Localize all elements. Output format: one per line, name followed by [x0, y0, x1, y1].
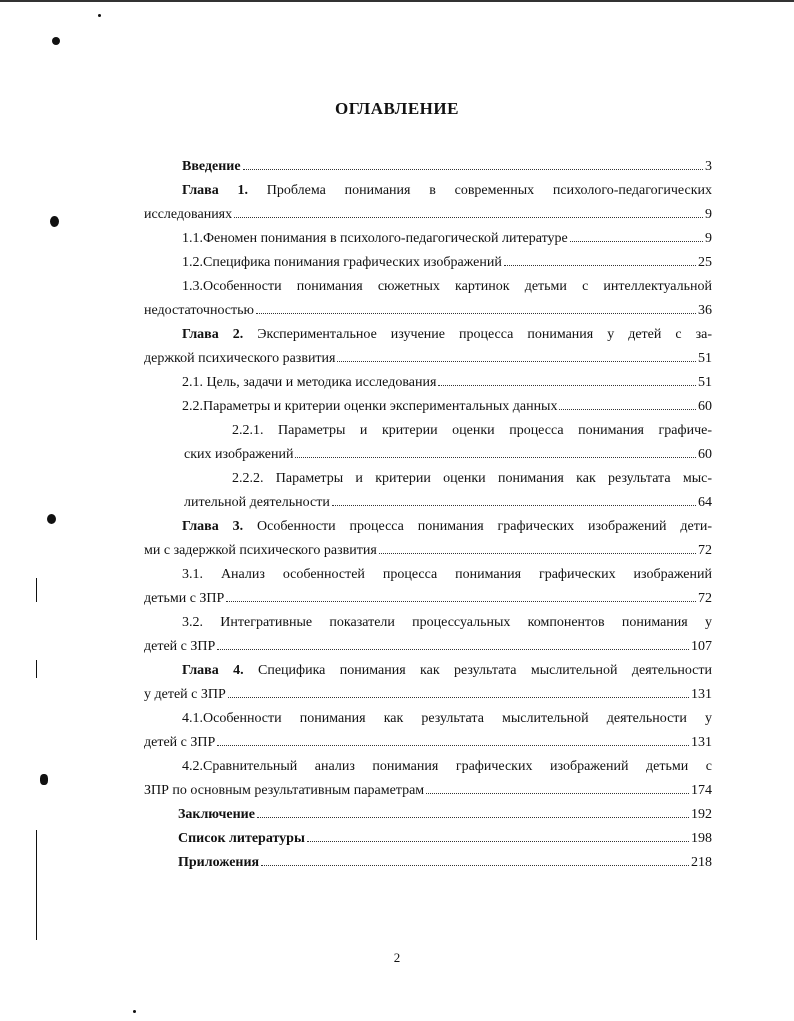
toc-entry-line [144, 587, 712, 611]
toc-entry-line [144, 851, 712, 875]
toc-entry [144, 395, 712, 419]
toc-entry-line [144, 635, 712, 659]
toc-entry-title: Экспериментальное изучение процесса понимания у детей с за- [243, 327, 712, 342]
toc-entry [144, 467, 712, 515]
toc-entry-title: 4.1.Особенности понимания как результата мыслительной деятельности у [182, 711, 712, 726]
toc-entry [144, 803, 712, 827]
leader-dots [234, 217, 703, 218]
toc-entry [144, 827, 712, 851]
toc-entry-title-continued: детей с ЗПР [144, 735, 216, 750]
toc-page-number: 107 [691, 639, 712, 654]
toc-entry-title: Особенности процесса понимания графических изображений дети- [243, 519, 712, 534]
toc-entry [144, 323, 712, 371]
toc-page-number: 9 [705, 207, 712, 222]
page-number: 2 [393, 950, 401, 965]
toc-entry [144, 611, 712, 659]
toc-entry-line [144, 179, 712, 203]
toc-entry-line [144, 515, 712, 539]
leader-dots [256, 313, 696, 314]
leader-dots [257, 817, 689, 818]
scan-speck [133, 1010, 136, 1013]
toc-page-number: 51 [698, 375, 712, 390]
page-title: ОГЛАВЛЕНИЕ [335, 99, 459, 118]
toc-entry-line [144, 275, 712, 299]
leader-dots [379, 553, 696, 554]
table-of-contents [144, 155, 712, 875]
leader-dots [295, 457, 696, 458]
toc-page-number: 174 [691, 783, 712, 798]
toc-entry-title-continued: недостаточностью [144, 303, 254, 318]
toc-entry-title: 1.3.Особенности понимания сюжетных картинок детьми с интеллектуальной [182, 279, 712, 294]
toc-page-number: 64 [698, 495, 712, 510]
leader-dots [570, 241, 703, 242]
toc-entry-title-continued: ЗПР по основным результативным параметрам [144, 783, 425, 798]
toc-entry [144, 419, 712, 467]
leader-dots [504, 265, 696, 266]
toc-entry-line [144, 683, 712, 707]
toc-entry-line [144, 779, 712, 803]
toc-entry [144, 227, 712, 251]
toc-page-number: 51 [698, 351, 712, 366]
leader-dots [426, 793, 689, 794]
toc-entry-title: Проблема понимания в современных психолого-педагогических [248, 183, 712, 198]
toc-entry-line [144, 323, 712, 347]
toc-entry-title: 4.2.Сравнительный анализ понимания графических изображений детьми с [182, 759, 712, 774]
scan-top-border [0, 0, 794, 2]
toc-entry-title: 1.1.Феномен понимания в психолого-педагогической литературе [182, 231, 568, 246]
toc-entry-line [144, 227, 712, 251]
toc-page-number: 25 [698, 255, 712, 270]
toc-page-number: 192 [691, 807, 712, 822]
leader-dots [217, 649, 689, 650]
toc-entry-label: Глава 3. [182, 519, 244, 534]
toc-entry-title: 1.2.Специфика понимания графических изображений [182, 255, 502, 270]
toc-entry-title-continued: ских изображений [184, 447, 294, 462]
toc-entry-title-continued: ми с задержкой психического развития [144, 543, 377, 558]
toc-entry-line [144, 491, 712, 515]
toc-entry-title: 2.1. Цель, задачи и методика исследования [182, 375, 437, 390]
toc-entry-line [144, 419, 712, 443]
scan-speck [36, 660, 37, 678]
toc-entry-line [144, 803, 712, 827]
toc-entry-label: Приложения [178, 855, 260, 870]
toc-entry-title: 2.2.2. Параметры и критерии оценки понимания как результата мыс- [232, 471, 712, 486]
toc-page-number: 3 [705, 159, 712, 174]
toc-entry-line [144, 155, 712, 179]
toc-entry-line [144, 467, 712, 491]
toc-entry-line [144, 443, 712, 467]
toc-page-number: 60 [698, 399, 712, 414]
scan-speck [98, 14, 101, 17]
toc-page-number: 131 [691, 687, 712, 702]
toc-page-number: 72 [698, 543, 712, 558]
toc-entry-label: Список литературы [178, 831, 305, 846]
toc-entry-title-continued: детьми с ЗПР [144, 591, 225, 606]
toc-page-number: 131 [691, 735, 712, 750]
toc-entry-label: Введение [182, 159, 241, 174]
toc-entry-title-continued: лительной деятельности [184, 495, 330, 510]
toc-entry-line [144, 395, 712, 419]
toc-entry [144, 563, 712, 611]
toc-entry-title: 3.2. Интегративные показатели процессуальных компонентов понимания у [182, 615, 712, 630]
toc-entry-label: Глава 1. [182, 183, 249, 198]
toc-entry [144, 275, 712, 323]
toc-page-number: 36 [698, 303, 712, 318]
leader-dots [243, 169, 703, 170]
leader-dots [261, 865, 689, 866]
toc-entry-line [144, 371, 712, 395]
leader-dots [217, 745, 689, 746]
leader-dots [332, 505, 696, 506]
toc-entry-line [144, 731, 712, 755]
scan-speck [36, 578, 37, 602]
toc-entry-line [144, 347, 712, 371]
leader-dots [559, 409, 696, 410]
toc-entry-line [144, 539, 712, 563]
toc-entry-title: 2.2.1. Параметры и критерии оценки процесса понимания графиче- [232, 423, 712, 438]
toc-entry-title-continued: держкой психического развития [144, 351, 336, 366]
toc-entry-label: Заключение [178, 807, 255, 822]
scan-speck [50, 216, 59, 227]
toc-entry-line [144, 611, 712, 635]
toc-page-number: 218 [691, 855, 712, 870]
toc-page-number: 9 [705, 231, 712, 246]
leader-dots [438, 385, 696, 386]
toc-entry-title: Специфика понимания как результата мыслительной деятельности [243, 663, 713, 678]
toc-entry-line [144, 659, 712, 683]
toc-entry [144, 851, 712, 875]
toc-entry [144, 371, 712, 395]
toc-entry-title-continued: у детей с ЗПР [144, 687, 226, 702]
toc-entry-title: 3.1. Анализ особенностей процесса понимания графических изображений [182, 567, 712, 582]
leader-dots [307, 841, 689, 842]
toc-entry [144, 515, 712, 563]
toc-entry-line [144, 299, 712, 323]
leader-dots [337, 361, 696, 362]
toc-entry-line [144, 755, 712, 779]
toc-entry [144, 155, 712, 179]
scan-speck [47, 514, 56, 524]
toc-entry [144, 659, 712, 707]
toc-entry [144, 251, 712, 275]
toc-page-number: 72 [698, 591, 712, 606]
toc-page-number: 198 [691, 831, 712, 846]
toc-entry-title-continued: исследованиях [144, 207, 233, 222]
toc-entry-line [144, 827, 712, 851]
toc-entry-label: Глава 2. [182, 327, 244, 342]
scan-speck [36, 830, 37, 940]
leader-dots [228, 697, 689, 698]
toc-entry-line [144, 563, 712, 587]
scan-speck [52, 37, 60, 45]
toc-entry [144, 179, 712, 227]
toc-page-number: 60 [698, 447, 712, 462]
scan-speck [40, 774, 48, 785]
toc-entry [144, 707, 712, 755]
toc-entry-title: 2.2.Параметры и критерии оценки экспериментальных данных [182, 399, 558, 414]
toc-entry-line [144, 251, 712, 275]
toc-entry-line [144, 203, 712, 227]
toc-entry [144, 755, 712, 803]
toc-entry-label: Глава 4. [182, 663, 244, 678]
toc-entry-title-continued: детей с ЗПР [144, 639, 216, 654]
leader-dots [226, 601, 696, 602]
toc-entry-line [144, 707, 712, 731]
